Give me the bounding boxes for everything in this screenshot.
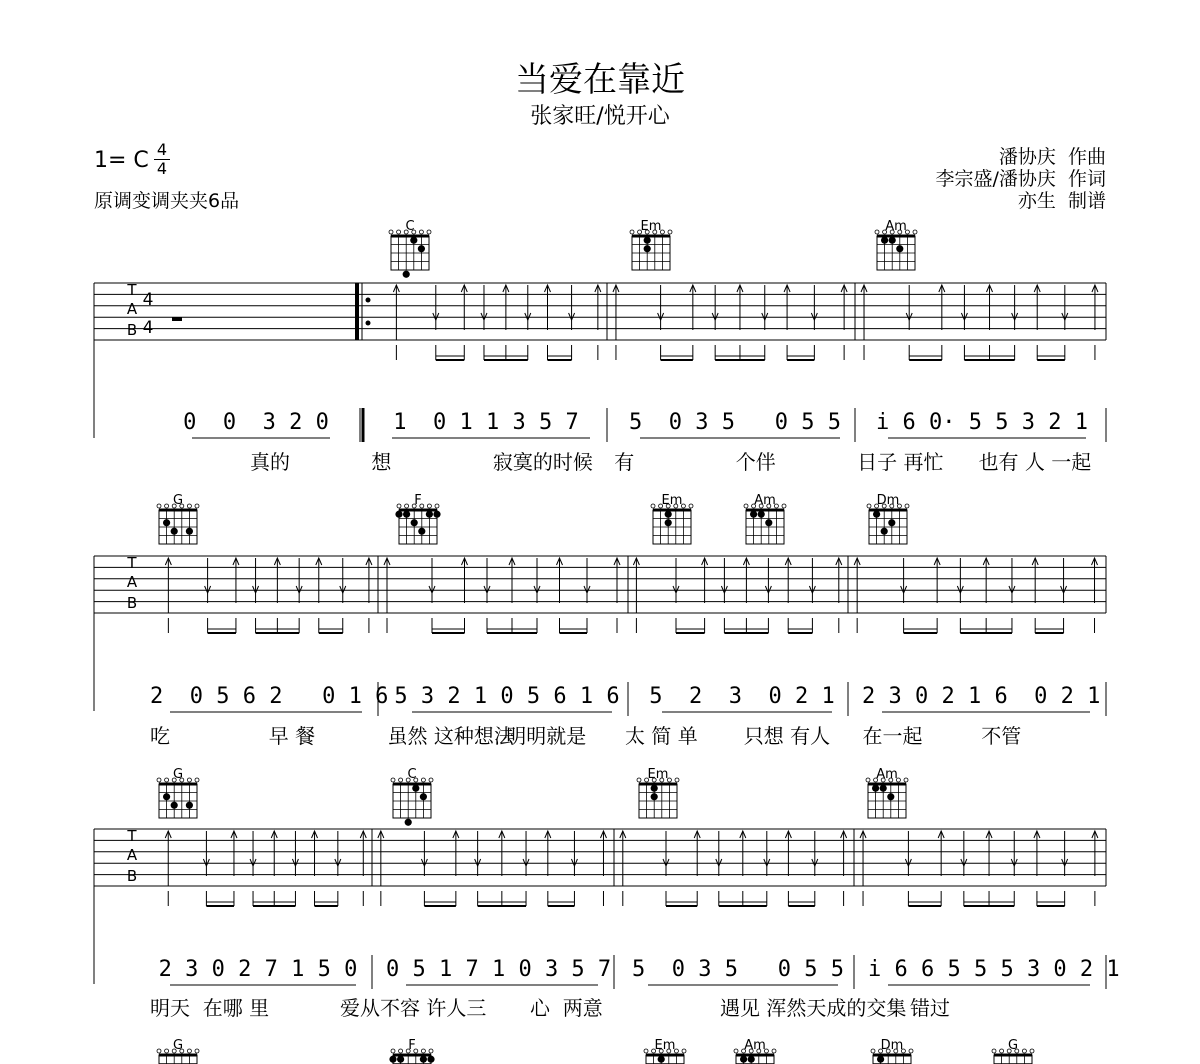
open-string-marker	[165, 778, 169, 782]
chord-name-Dm: Dm	[876, 493, 900, 508]
tab-time-bottom: 4	[142, 318, 154, 338]
open-string-marker	[427, 230, 431, 234]
chord-dot	[163, 519, 170, 526]
chord-dot	[748, 1056, 755, 1063]
chord-dot	[888, 519, 895, 526]
song-subtitle: 张家旺/悦开心	[530, 104, 670, 129]
open-string-marker	[913, 230, 917, 234]
tab-clef-a: A	[126, 300, 138, 318]
open-string-marker	[682, 1049, 686, 1053]
open-string-marker	[397, 230, 401, 234]
chord-name-C: C	[407, 767, 417, 782]
open-string-marker	[195, 504, 199, 508]
chord-dot	[397, 1056, 404, 1063]
jianpu-measure: 0 5 1 7 1 0 3 5 7	[386, 957, 612, 982]
chord-name-Em: Em	[647, 767, 669, 782]
open-string-marker	[195, 1049, 199, 1053]
open-string-marker	[187, 778, 191, 782]
chord-name-Em: Em	[640, 219, 662, 234]
open-string-marker	[165, 504, 169, 508]
chord-name-Em: Em	[654, 1038, 676, 1053]
chord-name-C: C	[405, 219, 415, 234]
chord-dot	[163, 793, 170, 800]
tab-clef-b: B	[126, 867, 138, 885]
open-string-marker	[165, 1049, 169, 1053]
chord-name-G: G	[172, 493, 184, 508]
composer-credit: 潘协庆 作曲	[998, 146, 1106, 168]
time-signature-top: 4	[156, 140, 168, 159]
open-string-marker	[157, 1049, 161, 1053]
open-string-marker	[391, 778, 395, 782]
open-string-marker	[1000, 1049, 1004, 1053]
open-string-marker	[427, 504, 431, 508]
chord-dot	[427, 1056, 434, 1063]
chord-dot	[887, 793, 894, 800]
lyric-phrase: 吃	[150, 724, 170, 748]
chord-dot	[665, 511, 672, 518]
open-string-marker	[689, 504, 693, 508]
rest-mark	[172, 317, 182, 321]
chord-dot	[186, 802, 193, 809]
chord-dot	[395, 511, 402, 518]
open-string-marker	[1030, 1049, 1034, 1053]
chord-dot	[418, 245, 425, 252]
open-string-marker	[399, 1049, 403, 1053]
open-string-marker	[782, 504, 786, 508]
chord-name-Dm: Dm	[880, 1038, 904, 1053]
jianpu-measure: 5 0 3 5 0 5 5	[632, 957, 844, 982]
lyric-phrase: 日子 再忙	[857, 450, 944, 474]
open-string-marker	[435, 504, 439, 508]
open-string-marker	[992, 1049, 996, 1053]
lyric-phrase: 寂寞的时候	[492, 450, 593, 474]
lyricist-credit: 李宗盛/潘协庆 作词	[935, 168, 1106, 190]
chord-dot	[880, 785, 887, 792]
jianpu-measure: 5 0 3 5 0 5 5	[629, 410, 841, 435]
chord-dot	[896, 245, 903, 252]
chord-dot	[872, 785, 879, 792]
jianpu-measure: 5 3 2 1 0 5 6 1 6	[394, 684, 620, 709]
open-string-marker	[875, 230, 879, 234]
chord-dot	[873, 511, 880, 518]
lyric-phrase: 在一起	[862, 724, 923, 748]
chord-name-G: G	[172, 1038, 184, 1053]
open-string-marker	[157, 504, 161, 508]
tab-clef-t: T	[127, 827, 137, 845]
lyric-phrase: 真的	[250, 450, 290, 474]
song-title: 当爱在靠近	[515, 60, 685, 100]
open-string-marker	[157, 778, 161, 782]
lyric-phrase: 个伴	[735, 450, 776, 474]
open-string-marker	[644, 1049, 648, 1053]
open-string-marker	[744, 504, 748, 508]
lyric-phrase: 不管	[981, 724, 1022, 748]
chord-dot	[171, 802, 178, 809]
open-string-marker	[429, 1049, 433, 1053]
open-string-marker	[651, 504, 655, 508]
jianpu-measure: 2 0 5 6 2 0 1 6	[150, 684, 389, 709]
lyric-phrase: 心 两意	[530, 996, 603, 1020]
chord-name-Am: Am	[876, 767, 898, 782]
chord-dot	[433, 511, 440, 518]
lyric-phrase: 虽然 这种想法	[387, 724, 514, 748]
open-string-marker	[195, 778, 199, 782]
open-string-marker	[1022, 1049, 1026, 1053]
open-string-marker	[405, 504, 409, 508]
chord-dot	[644, 237, 651, 244]
lyric-phrase: 错过	[910, 996, 950, 1020]
lyric-phrase: 有	[614, 450, 635, 474]
chord-dot	[644, 245, 651, 252]
lyric-phrase: 明天 在哪 里	[150, 996, 270, 1020]
open-string-marker	[909, 1049, 913, 1053]
chord-name-Em: Em	[661, 493, 683, 508]
repeat-dot	[366, 298, 371, 303]
lyric-phrase: 想	[371, 450, 392, 474]
time-signature-bottom: 4	[156, 159, 168, 178]
open-string-marker	[904, 778, 908, 782]
chord-dot	[651, 785, 658, 792]
open-string-marker	[630, 230, 634, 234]
chord-dot	[889, 237, 896, 244]
chord-dot	[765, 519, 772, 526]
jianpu-measure: i 6 6 5 5 5 3 0 2 1	[868, 957, 1120, 982]
lyric-phrase: 早 餐	[268, 724, 316, 748]
tab-clef-b: B	[126, 321, 138, 339]
chord-dot	[420, 793, 427, 800]
chord-dot	[665, 519, 672, 526]
open-string-marker	[419, 230, 423, 234]
open-string-marker	[871, 1049, 875, 1053]
lyric-phrase: 爱从不容 许人三	[340, 996, 487, 1020]
chord-dot	[389, 1056, 396, 1063]
chord-dot	[658, 1056, 665, 1063]
tab-clef-t: T	[127, 281, 137, 299]
open-string-marker	[421, 1049, 425, 1053]
open-string-marker	[772, 1049, 776, 1053]
tab-clef-a: A	[126, 573, 138, 591]
chord-name-G: G	[1007, 1038, 1019, 1053]
jianpu-measure: 2 3 0 2 7 1 5 0	[158, 957, 358, 982]
chord-dot	[403, 271, 410, 278]
capo-note: 原调变调夹夹6品	[94, 190, 240, 212]
chord-name-Am: Am	[885, 219, 907, 234]
chord-dot	[426, 511, 433, 518]
lyric-phrase: 遇见 浑然天成的交集	[720, 996, 907, 1020]
tab-clef-a: A	[126, 846, 138, 864]
chord-dot	[405, 819, 412, 826]
lyric-phrase: 太 简 单	[625, 724, 698, 748]
tab-time-top: 4	[142, 290, 154, 310]
chord-name-F: F	[408, 1038, 416, 1053]
open-string-marker	[734, 1049, 738, 1053]
chord-name-Am: Am	[744, 1038, 766, 1053]
chord-dot	[410, 237, 417, 244]
chord-dot	[186, 528, 193, 535]
chord-dot	[412, 785, 419, 792]
open-string-marker	[905, 504, 909, 508]
chord-dot	[750, 511, 757, 518]
chord-dot	[418, 528, 425, 535]
lyric-phrase: 只想 有人	[743, 724, 831, 748]
open-string-marker	[421, 778, 425, 782]
open-string-marker	[866, 778, 870, 782]
chord-dot	[877, 1056, 884, 1063]
lyric-phrase: 明明就是	[506, 724, 587, 748]
open-string-marker	[397, 504, 401, 508]
open-string-marker	[399, 778, 403, 782]
jianpu-measure: 1 0 1 1 3 5 7	[393, 410, 579, 435]
chord-name-Am: Am	[754, 493, 776, 508]
key-signature: 1= C	[94, 148, 149, 173]
open-string-marker	[391, 1049, 395, 1053]
repeat-dot	[366, 321, 371, 326]
chord-dot	[881, 528, 888, 535]
open-string-marker	[187, 504, 191, 508]
chord-dot	[411, 519, 418, 526]
open-string-marker	[429, 778, 433, 782]
open-string-marker	[675, 778, 679, 782]
transcriber-credit: 亦生 制谱	[1017, 190, 1106, 212]
chord-dot	[740, 1056, 747, 1063]
jianpu-measure: 0 0 3 2 0	[183, 410, 329, 435]
chord-name-G: G	[172, 767, 184, 782]
open-string-marker	[389, 230, 393, 234]
chord-dot	[881, 237, 888, 244]
chord-dot	[420, 1056, 427, 1063]
lyric-phrase: 也有 人 一起	[978, 450, 1092, 474]
jianpu-measure: 2 3 0 2 1 6 0 2 1	[862, 684, 1101, 709]
chord-dot	[171, 528, 178, 535]
chord-name-F: F	[414, 493, 422, 508]
chord-dot	[758, 511, 765, 518]
tab-clef-b: B	[126, 594, 138, 612]
open-string-marker	[668, 230, 672, 234]
tab-clef-t: T	[127, 554, 137, 572]
jianpu-measure: i 6 0· 5 5 3 2 1	[876, 410, 1088, 435]
jianpu-measure: 5 2 3 0 2 1	[649, 684, 835, 709]
chord-dot	[651, 793, 658, 800]
repeat-thick-bar	[355, 283, 359, 340]
open-string-marker	[187, 1049, 191, 1053]
open-string-marker	[637, 778, 641, 782]
open-string-marker	[867, 504, 871, 508]
chord-dot	[403, 511, 410, 518]
